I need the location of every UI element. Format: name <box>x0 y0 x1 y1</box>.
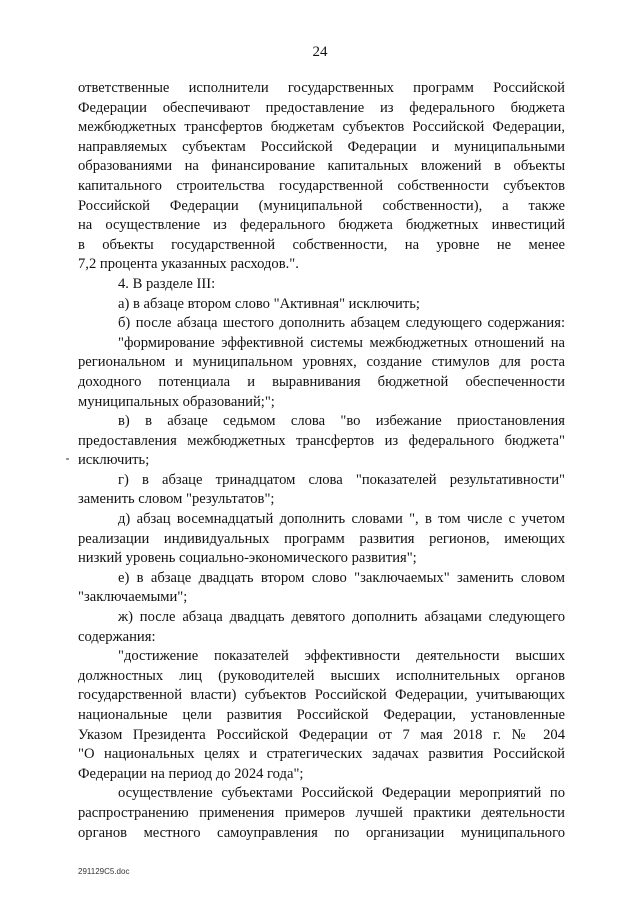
page-number: 24 <box>312 44 328 60</box>
text-line: на осуществление из федерального бюджета бюджетных инвестиций <box>78 217 565 234</box>
text-line: реализации индивидуальных программ развития регионов, имеющих <box>78 530 565 547</box>
text-line: "О национальных целях и стратегических задачах развития Российской <box>78 746 565 763</box>
footer-filename: 291129С5.doc <box>78 867 130 876</box>
text-line: направляемых субъектам Российской Федерации и муниципальными <box>78 138 565 155</box>
text-line: образованиями на финансирование капитальных вложений в объекты <box>78 158 565 175</box>
text-line: д) абзац восемнадцатый дополнить словами ", в том числе с учетом <box>118 511 565 528</box>
text-line: органов местного самоуправления по организации муниципального <box>78 824 565 841</box>
text-line: распространению применения примеров лучшей практики деятельности <box>78 804 565 821</box>
text-line: муниципальных образований;"; <box>78 393 275 410</box>
text-line: Российской Федерации (муниципальной собственности), а также <box>78 197 565 214</box>
text-line: 7,2 процента указанных расходов.". <box>78 256 299 273</box>
margin-mark <box>66 458 69 460</box>
text-line: г) в абзаце тринадцатом слова "показателей результативности" <box>118 471 565 488</box>
text-line: региональном и муниципальном уровнях, создание стимулов для роста <box>78 354 565 371</box>
text-line: содержания: <box>78 628 156 645</box>
text-line: Указом Президента Российской Федерации от 7 мая 2018 г. № 204 <box>78 726 565 743</box>
text-line: ответственные исполнители государственных программ Российской <box>78 80 565 96</box>
text-line: "достижение показателей эффективности деятельности высших <box>118 648 565 665</box>
text-line: низкий уровень социально-экономического развития"; <box>78 550 417 567</box>
text-line: должностных лиц (руководителей высших исполнительных органов <box>78 667 565 684</box>
text-line: осуществление субъектами Российской Федерации мероприятий по <box>118 785 565 802</box>
text-line: ж) после абзаца двадцать девятого дополнить абзацами следующего <box>118 609 565 626</box>
text-line: "заключаемыми"; <box>78 589 188 606</box>
text-line: исключить; <box>78 452 150 469</box>
text-line: е) в абзаце двадцать втором слово "заключаемых" заменить словом <box>118 569 565 586</box>
section-heading: 4. В разделе III: <box>118 275 216 292</box>
text-line: межбюджетных трансфертов бюджетам субъектов Российской Федерации, <box>78 119 565 136</box>
document-body <box>78 79 565 843</box>
text-line: доходного потенциала и выравнивания бюджетной обеспеченности <box>78 373 565 390</box>
text-line: Федерации на период до 2024 года"; <box>78 765 304 782</box>
text-line: Федерации обеспечивают предоставление из федерального бюджета <box>78 99 565 116</box>
text-line: национальные цели развития Российской Федерации, установленные <box>78 707 565 723</box>
text-line: б) после абзаца шестого дополнить абзацем следующего содержания: <box>118 315 565 332</box>
text-line: "формирование эффективной системы межбюджетных отношений на <box>118 334 565 351</box>
text-line: заменить словом "результатов"; <box>78 491 275 508</box>
text-line: предоставления межбюджетных трансфертов из федерального бюджета" <box>78 432 565 449</box>
text-line: в объекты государственной собственности, на уровне не менее <box>78 236 565 253</box>
text-line: в) в абзаце седьмом слова "во избежание приостановления <box>118 413 565 430</box>
text-line: а) в абзаце втором слово "Активная" исключить; <box>118 295 420 312</box>
text-line: капитального строительства государственной собственности субъектов <box>78 177 565 194</box>
text-line: государственной власти) субъектов Российской Федерации, учитывающих <box>78 687 565 704</box>
